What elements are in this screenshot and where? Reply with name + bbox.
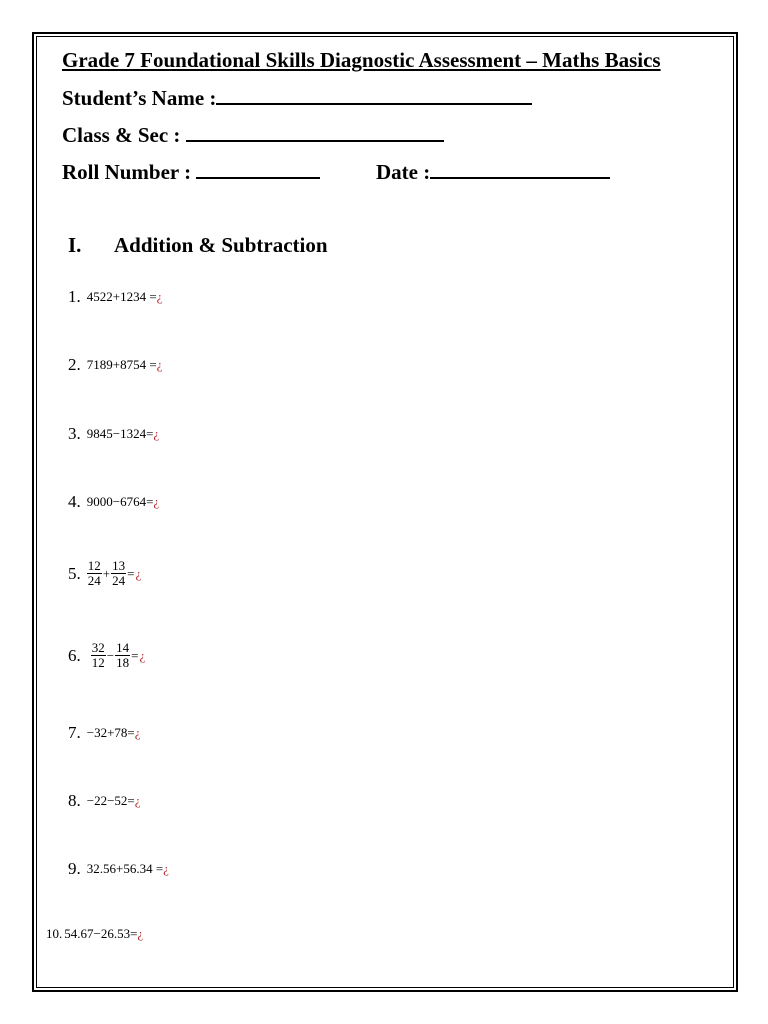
denominator: 24: [87, 573, 101, 588]
answer-marker[interactable]: ¿: [137, 926, 144, 941]
question-9: [68, 859, 169, 879]
section-title: Addition & Subtraction: [114, 233, 328, 257]
student-name-field: [62, 85, 532, 111]
fraction-1: [91, 641, 106, 670]
student-name-blank[interactable]: [216, 85, 532, 105]
numerator: 12: [87, 558, 101, 573]
date-blank[interactable]: [430, 159, 610, 179]
denominator: 18: [116, 655, 130, 670]
denominator: 24: [112, 573, 126, 588]
question-number: 7.: [68, 723, 81, 742]
section-heading: [68, 233, 328, 258]
answer-marker[interactable]: ¿: [139, 647, 146, 663]
question-number: 9.: [68, 859, 81, 878]
question-10: [46, 926, 143, 942]
operator: −: [106, 647, 115, 663]
question-number: 3.: [68, 424, 81, 443]
fraction-2: [111, 559, 126, 588]
question-number: 1.: [68, 287, 81, 306]
question-number: 8.: [68, 791, 81, 810]
question-6: [68, 641, 145, 670]
question-number: 10.: [46, 926, 63, 941]
class-sec-label: Class & Sec :: [62, 123, 181, 147]
question-number: 2.: [68, 355, 81, 374]
answer-marker[interactable]: ¿: [134, 793, 141, 808]
numerator: 32: [91, 640, 105, 655]
numerator: 14: [116, 640, 130, 655]
question-expression: 7189+8754 =: [86, 357, 157, 372]
answer-marker[interactable]: ¿: [153, 426, 160, 441]
answer-marker[interactable]: ¿: [153, 494, 160, 509]
question-1: [68, 287, 162, 307]
section-numeral: I.: [68, 233, 82, 257]
roll-number-field: [62, 159, 320, 185]
question-number: 5.: [68, 563, 81, 583]
question-8: [68, 791, 141, 811]
answer-marker[interactable]: ¿: [134, 725, 141, 740]
fraction-1: [87, 559, 102, 588]
numerator: 13: [112, 558, 126, 573]
fraction-2: [115, 641, 130, 670]
answer-marker[interactable]: ¿: [156, 357, 163, 372]
question-3: [68, 424, 159, 444]
answer-marker[interactable]: ¿: [135, 565, 142, 581]
question-expression: 9845−1324=: [86, 426, 154, 441]
date-field: [376, 159, 610, 185]
student-name-label: Student’s Name :: [62, 86, 217, 110]
question-expression: −32+78=: [86, 725, 135, 740]
roll-number-blank[interactable]: [196, 159, 320, 179]
question-number: 4.: [68, 492, 81, 511]
equals-sign: =: [127, 565, 135, 581]
equals-sign: =: [131, 647, 139, 663]
question-5: [68, 559, 141, 588]
operator: +: [102, 565, 111, 581]
answer-marker[interactable]: ¿: [163, 861, 169, 876]
question-expression: 32.56+56.34 =: [86, 861, 164, 876]
question-expression: −22−52=: [86, 793, 135, 808]
roll-number-label: Roll Number :: [62, 160, 192, 184]
question-number: 6.: [68, 645, 81, 665]
date-label: Date :: [376, 160, 431, 184]
question-expression: 9000−6764=: [86, 494, 154, 509]
denominator: 12: [91, 655, 105, 670]
question-expression: 4522+1234 =: [86, 289, 157, 304]
question-expression: 54.67−26.53=: [64, 926, 138, 941]
question-7: [68, 723, 141, 743]
class-sec-field: [62, 122, 444, 148]
answer-marker[interactable]: ¿: [156, 289, 163, 304]
question-4: [68, 492, 159, 512]
class-sec-blank[interactable]: [186, 122, 444, 142]
page-title: Grade 7 Foundational Skills Diagnostic Assessment – Maths Basics: [62, 48, 661, 72]
question-2: [68, 355, 162, 375]
